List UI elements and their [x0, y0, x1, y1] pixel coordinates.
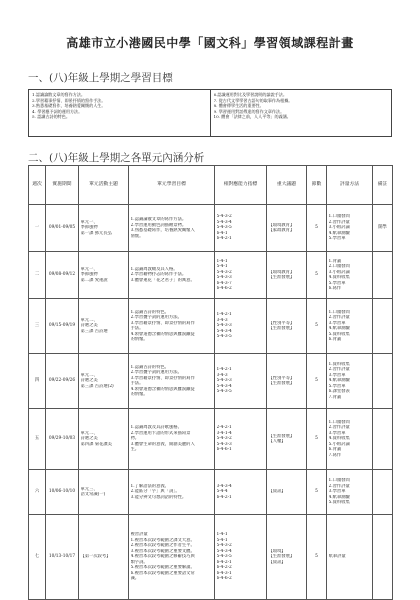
cell-indicator [215, 354, 267, 409]
cell-unit [79, 409, 129, 470]
cell-assessment-line: 3.學習單 [328, 489, 346, 495]
cell-goal [129, 409, 215, 470]
cell-issue-line: 【生涯發展】 [268, 381, 295, 386]
cell-issue-line: 【性別平等】 [268, 375, 295, 381]
cell-unit-line: 語文常識(一) [80, 492, 106, 497]
goal-item: 9. 學習運用對話傳達的寫作文章作法。 [213, 108, 285, 114]
cell-period: 10/06-10/10 [46, 470, 79, 515]
cell-unit-line: 第二課 愛蓮說 [80, 277, 108, 283]
cell-issue [267, 515, 307, 600]
units-table-body [29, 205, 393, 600]
cell-indicator-line: 1-4-2-1 [216, 312, 232, 318]
cell-goal-line: 1.認識古詩的特色。 [130, 309, 169, 315]
cell-issue-line: 【環境教育】 [268, 222, 295, 228]
cell-indicator-line: 5-4-3-2 [216, 269, 232, 275]
cell-goal-line: 手法。 [130, 326, 144, 331]
cell-unit-line: 單元二、 [80, 430, 98, 436]
cell-goal-line: 識。 [130, 576, 140, 582]
header-unit: 單元活動主題 [79, 166, 129, 205]
cell-assessment-line: 2.習作評量 [328, 483, 350, 489]
cell-assessment-line: 2.習作評量 [328, 315, 350, 320]
goal-item: 6.認識運用對比及學習說明的論說手法。 [213, 92, 287, 97]
cell-assessment-line: 4.紙筆測驗 [328, 378, 350, 384]
cell-goal-line: 2.學習疊字詞的運用方法。 [130, 370, 182, 375]
header-goal: 單元學習目標 [129, 166, 215, 205]
cell-assessment-line: 4.資料收集 [328, 436, 350, 442]
cell-goal-line: 2.能區分「字」與「詞」。 [130, 489, 180, 495]
cell-goal-line: 4.領會道德含蓄的情思與雖淚鐵徒 [130, 331, 195, 337]
header-note: 備註 [373, 166, 393, 205]
cell-unit-line: 單元二、 [80, 317, 98, 323]
cell-issue-line: 【生涯發展】 [268, 433, 295, 439]
cell-indicator-line: 6-4-2-1 [216, 494, 232, 500]
cell-indicator-line: 6-4-6-1 [216, 447, 232, 453]
cell-goal-line: 1.認識古詩的特色。 [130, 364, 169, 370]
cell-unit [79, 252, 129, 299]
cell-issue-line: 【生涯發展】 [268, 275, 295, 280]
cell-indicator [215, 252, 267, 299]
cell-indicator-line: 3-4-3 [216, 317, 228, 323]
cell-assessment-line: 6.背誦 [328, 447, 342, 453]
cell-week: 三 [29, 299, 46, 354]
header-periods-count: 節數 [307, 166, 327, 205]
cell-indicator-line: 5-4-3-2 [216, 214, 232, 220]
cell-assessment-line: 5.學習單 [328, 383, 346, 389]
cell-indicator-line: 2-4-2-1 [216, 425, 232, 431]
cell-unit-line: 單元三、 [80, 486, 98, 492]
cell-goal-line: 情懷。 [130, 233, 144, 239]
goals-right-column [210, 90, 392, 136]
cell-issue [267, 205, 307, 252]
cell-assessment-line: 2.習作評量 [328, 425, 350, 431]
cell-assessment-line: 5.學習單 [328, 280, 346, 286]
cell-goal-line: 生。 [130, 447, 140, 453]
cell-goal-line: 3.學習藉景抒情、即景抒情的寫作 [130, 375, 195, 381]
cell-assessment-line: 1.口頭發問 [328, 309, 350, 315]
cell-indicator-line: 5-4-3-5 [216, 554, 232, 560]
cell-period: 09/29-10/03 [46, 409, 79, 470]
cell-note [373, 252, 393, 299]
goals-left-column [29, 90, 210, 136]
goals-box [28, 89, 392, 137]
cell-assessment [327, 252, 373, 299]
cell-goal-line: 3.能分辨文句想詞語的特性。 [130, 494, 187, 500]
cell-issue [267, 354, 307, 409]
cell-unit-line: 第三課 古詩選 [80, 328, 108, 334]
cell-issue-line: 【家政教育】 [268, 228, 295, 233]
cell-note [373, 299, 393, 354]
cell-issue-line: 【資訊】 [268, 489, 286, 495]
cell-assessment-line: 7.背誦 [328, 394, 342, 400]
cell-week: 六 [29, 470, 46, 515]
cell-assessment-line: 5.小組討論 [328, 441, 350, 447]
cell-goal-line: 2.複習本次段考範圍之作者生平。 [130, 543, 195, 549]
cell-period: 09/22-09/26 [46, 354, 79, 409]
cell-goal [129, 354, 215, 409]
cell-indicator-line: 6-4-6-2 [216, 286, 232, 291]
cell-assessment-line: 3.學習單 [328, 430, 346, 436]
cell-assessment-line: 5.資料收集 [328, 331, 350, 337]
cell-indicator-line: 6-4-2-1 [216, 559, 232, 565]
header-period: 實施期間 [46, 166, 79, 205]
cell-unit [79, 354, 129, 409]
cell-goal [129, 470, 215, 515]
cell-indicator-line: 5-4-3-4 [216, 328, 232, 334]
cell-assessment-line: 1.資料收集 [328, 361, 350, 367]
cell-periods-count: 5 [307, 470, 327, 515]
cell-indicator-line: 5-4-1 [216, 264, 228, 269]
goal-item: 8. 體會傳學生活的重要性。 [213, 103, 264, 109]
cell-assessment-line: 6.背誦 [328, 337, 342, 342]
cell-goal-line: 1.認識周敦頤及其人格。 [130, 266, 178, 272]
cell-periods-count: 5 [307, 409, 327, 470]
cell-goal-line: 4.複習本次段考範圍之修辭技巧與 [130, 554, 195, 560]
cell-indicator-line: 3-4-3-4 [216, 483, 232, 489]
cell-goal-line: 複習評量 [130, 532, 148, 538]
cell-note: 開學 [373, 205, 393, 252]
cell-goal-line: 手法。 [130, 381, 144, 386]
cell-assessment-line: 1.背誦 [328, 258, 342, 264]
goal-item: 5. 認識古詩的特色。 [32, 114, 70, 120]
cell-assessment-line: 5.資料收集 [328, 500, 350, 506]
cell-assessment-line: 3.學習單 [328, 372, 346, 378]
table-row [29, 470, 393, 515]
cell-unit-line: 【第一次段考】 [80, 554, 111, 560]
cell-unit-line: 第三課 古詩選(2) [80, 383, 114, 389]
cell-assessment-line: 6.寫作 [328, 286, 342, 291]
cell-assessment-line: 1.口頭發問 [328, 478, 350, 484]
cell-indicator-line: 5-4-3-3 [216, 323, 232, 329]
cell-assessment-line: 3.小組討論 [328, 225, 350, 231]
cell-indicator-line: 5-4-3-4 [216, 548, 232, 554]
cell-indicator-line: 6-4-2-2 [216, 565, 232, 571]
cell-indicator [215, 470, 267, 515]
cell-indicator-line: 6-4-3-1 [216, 570, 232, 576]
cell-issue-line: 【生涯發展】 [268, 554, 295, 560]
cell-unit-line: 第一課 鄧元長弘 [80, 230, 112, 236]
cell-note [373, 354, 393, 409]
cell-week: 五 [29, 409, 46, 470]
table-row [29, 515, 393, 600]
cell-periods-count: 5 [307, 515, 327, 600]
cell-periods-count: 5 [307, 354, 327, 409]
header-week: 週次 [29, 166, 46, 205]
cell-unit-line: 季節風物 [80, 225, 98, 231]
cell-indicator-line: 6-4-1 [216, 230, 228, 236]
cell-week: 四 [29, 354, 46, 409]
header-issue: 重大議題 [267, 166, 307, 205]
cell-note [373, 409, 393, 470]
cell-goal-line: 4.領會道德含蓄的情思與雖淚鐵徒 [130, 386, 195, 392]
goal-item: 1.認識論散文章的寫作方法。 [32, 92, 86, 97]
cell-goal-line: 6.複習本次段考範圍之重要語文常 [130, 570, 195, 576]
cell-unit-line: 單元二、 [80, 372, 98, 378]
goal-item: 10. 體會「法律之前，人人平等」的義涵。 [213, 114, 291, 120]
cell-goal-line: 2.學習藉物抒志的寫作手法。 [130, 272, 187, 278]
cell-assessment-line: 紙筆評量 [328, 554, 346, 560]
cell-indicator-line: 5-4-3-3 [216, 441, 232, 447]
cell-goal [129, 252, 215, 299]
cell-unit-line: 第四課 菊花讚美 [80, 441, 112, 447]
cell-goal-line: 物。 [130, 436, 140, 442]
cell-goal-line: 3.熟悉基礎寫作，培養熱愛關懷人 [130, 228, 195, 233]
table-row [29, 205, 393, 252]
cell-issue-line: 【生涯發展】 [268, 326, 295, 331]
cell-assessment [327, 205, 373, 252]
table-row [29, 299, 393, 354]
cell-unit-line: 詩選之美 [80, 378, 98, 384]
cell-assessment-line: 3.小組討論 [328, 269, 350, 275]
cell-indicator-line: 1-4-1 [216, 258, 228, 264]
cell-indicator-line: 5-4-3-2 [216, 543, 232, 549]
cell-note [373, 515, 393, 600]
cell-indicator-line: 5-4-1 [216, 537, 228, 543]
cell-goal [129, 205, 215, 252]
cell-indicator [215, 409, 267, 470]
cell-unit-line: 詩選之美 [80, 323, 98, 329]
cell-indicator-line: 6-4-6-2 [216, 576, 232, 582]
cell-goal-line: 3.學習藉景抒情、即景抒情的寫作 [130, 320, 195, 326]
cell-period: 09/01-09/05 [46, 205, 79, 252]
cell-indicator-line: 5-4-3-5 [216, 225, 232, 231]
cell-issue [267, 299, 307, 354]
cell-issue [267, 470, 307, 515]
cell-assessment-line: 1.口頭發問 [328, 419, 350, 425]
cell-assessment-line: 5.學習單 [328, 236, 346, 242]
cell-goal-line: 1.認識周敦及其詩歌風格。 [130, 425, 182, 431]
cell-indicator-line: 5-4-3-5 [216, 334, 232, 340]
cell-assessment-line: 2.口頭發問 [328, 264, 350, 269]
cell-unit-line: 單元一、 [80, 219, 98, 225]
cell-assessment-line: 2.習作評量 [328, 367, 350, 373]
table-row [29, 409, 393, 470]
cell-unit-line: 季節風物 [80, 272, 98, 278]
cell-note [373, 470, 393, 515]
cell-goal-line: 2.學習運用動色詞描繪景物。 [130, 222, 187, 228]
cell-unit [79, 515, 129, 600]
cell-issue-line: 【環境教育】 [268, 269, 295, 275]
cell-indicator-line: 5-4-3-4 [216, 383, 232, 389]
header-assessment: 評量方法 [327, 166, 373, 205]
cell-goal-line: 3.體會生命的意義，開創美麗的人 [130, 441, 195, 447]
cell-indicator-line: 5-4-4 [216, 489, 228, 495]
cell-periods-count: 5 [307, 205, 327, 252]
cell-week: 七 [29, 515, 46, 600]
cell-issue-line: 【資訊】 [268, 559, 286, 565]
section-heading-units: 二、(八)年級上學期之各單元內涵分析 [28, 152, 205, 164]
cell-period: 10/13-10/17 [46, 515, 79, 600]
cell-issue [267, 409, 307, 470]
cell-indicator-line: 5-4-3-4 [216, 219, 232, 225]
cell-assessment-line: 7.寫作 [328, 452, 342, 458]
cell-unit [79, 299, 129, 354]
cell-unit [79, 470, 129, 515]
goal-item: 2.學習藉事抒情、即景抒情的寫作手法。 [32, 97, 106, 103]
cell-goal-line: 1.複習本次段考範圍之課文大意。 [130, 537, 195, 543]
cell-week: 二 [29, 252, 46, 299]
cell-indicator [215, 515, 267, 600]
cell-issue [267, 252, 307, 299]
cell-assessment-line: 6.課堂發表 [328, 389, 350, 395]
cell-indicator-line: 3-4-1-4 [216, 430, 232, 436]
cell-issue-line: 【環境】 [268, 548, 286, 554]
cell-assessment [327, 515, 373, 600]
cell-assessment-line: 2.習作評量 [328, 219, 350, 225]
cell-goal-line: 的情懷。 [130, 392, 148, 397]
cell-unit [79, 205, 129, 252]
cell-assessment-line: 4.紙筆測驗 [328, 326, 350, 331]
table-row [29, 354, 393, 409]
cell-assessment [327, 470, 373, 515]
cell-issue-line: 【性別平等】 [268, 320, 295, 326]
cell-periods-count: 5 [307, 252, 327, 299]
page-title: 高雄市立小港國民中學「國文科」學習領域課程計畫 [66, 36, 354, 50]
cell-indicator-line: 5-4-3-3 [216, 378, 232, 384]
cell-indicator-line: 3-4-3 [216, 372, 228, 378]
cell-indicator-line: 5-4-3-3 [216, 275, 232, 280]
cell-week: 一 [29, 205, 46, 252]
cell-goal-line: 3.體會蓮花「花之君子」的寓意。 [130, 277, 195, 283]
cell-goal-line: 1.認識論散文章的寫作方法。 [130, 217, 187, 222]
cell-goal-line: 5.複習本次段考範圍之重要解讀。 [130, 565, 195, 571]
cell-periods-count: 5 [307, 299, 327, 354]
header-indicator: 相對應能力指標 [215, 166, 267, 205]
cell-indicator-line: 5-4-3-5 [216, 389, 232, 395]
cell-assessment-line: 4.資料收集 [328, 275, 350, 280]
cell-unit-line: 單元一、 [80, 266, 98, 272]
cell-period: 09/08-09/12 [46, 252, 79, 299]
cell-indicator-line: 1-4-2-1 [216, 367, 232, 373]
cell-assessment [327, 409, 373, 470]
cell-indicator-line: 5-4-3-2 [216, 436, 232, 442]
cell-goal-line: 1.了解語法的意義。 [130, 483, 169, 489]
cell-goal [129, 299, 215, 354]
goal-item: 4. 學習應予詞的運用方法。 [32, 108, 83, 114]
cell-goal-line: 類字詞。 [130, 559, 148, 565]
cell-goal-line: 2.學習疊字詞的運用方法。 [130, 315, 182, 320]
cell-indicator-line: 6-4-3-7 [216, 280, 232, 286]
cell-assessment-line: 4.紙筆測驗 [328, 230, 350, 236]
cell-assessment [327, 299, 373, 354]
cell-indicator-line: 6-4-2-1 [216, 236, 232, 242]
cell-assessment-line: 4.紙筆測驗 [328, 494, 350, 500]
section-heading-goals: 一、(八)年級上學期之學習目標 [28, 72, 173, 84]
cell-period: 09/15-09/19 [46, 299, 79, 354]
cell-assessment-line: 1.口頭發問 [328, 214, 350, 220]
cell-goal-line: 3.複習本次段考範圍之重要文體。 [130, 548, 195, 554]
table-row [29, 252, 393, 299]
goal-item: 7. 從古代文學學習古語句的取事作為根據。 [213, 97, 293, 103]
cell-indicator [215, 205, 267, 252]
cell-indicator-line: 1-4-1 [216, 532, 228, 538]
cell-goal-line: 2.學習運用卡語的形式來描寫景 [130, 430, 191, 436]
goal-item: 3.熟悉基礎寫作，培養熱愛關懷的人生。 [32, 103, 106, 109]
units-table [28, 165, 393, 600]
cell-goal-line: 的情懷。 [130, 337, 148, 342]
cell-unit-line: 詩選之美 [80, 436, 98, 442]
cell-issue-line: 【人權】 [268, 439, 286, 444]
cell-assessment-line: 3.學習單 [328, 320, 346, 326]
cell-indicator [215, 299, 267, 354]
cell-goal [129, 515, 215, 600]
table-header-row [29, 166, 393, 205]
cell-assessment [327, 354, 373, 409]
